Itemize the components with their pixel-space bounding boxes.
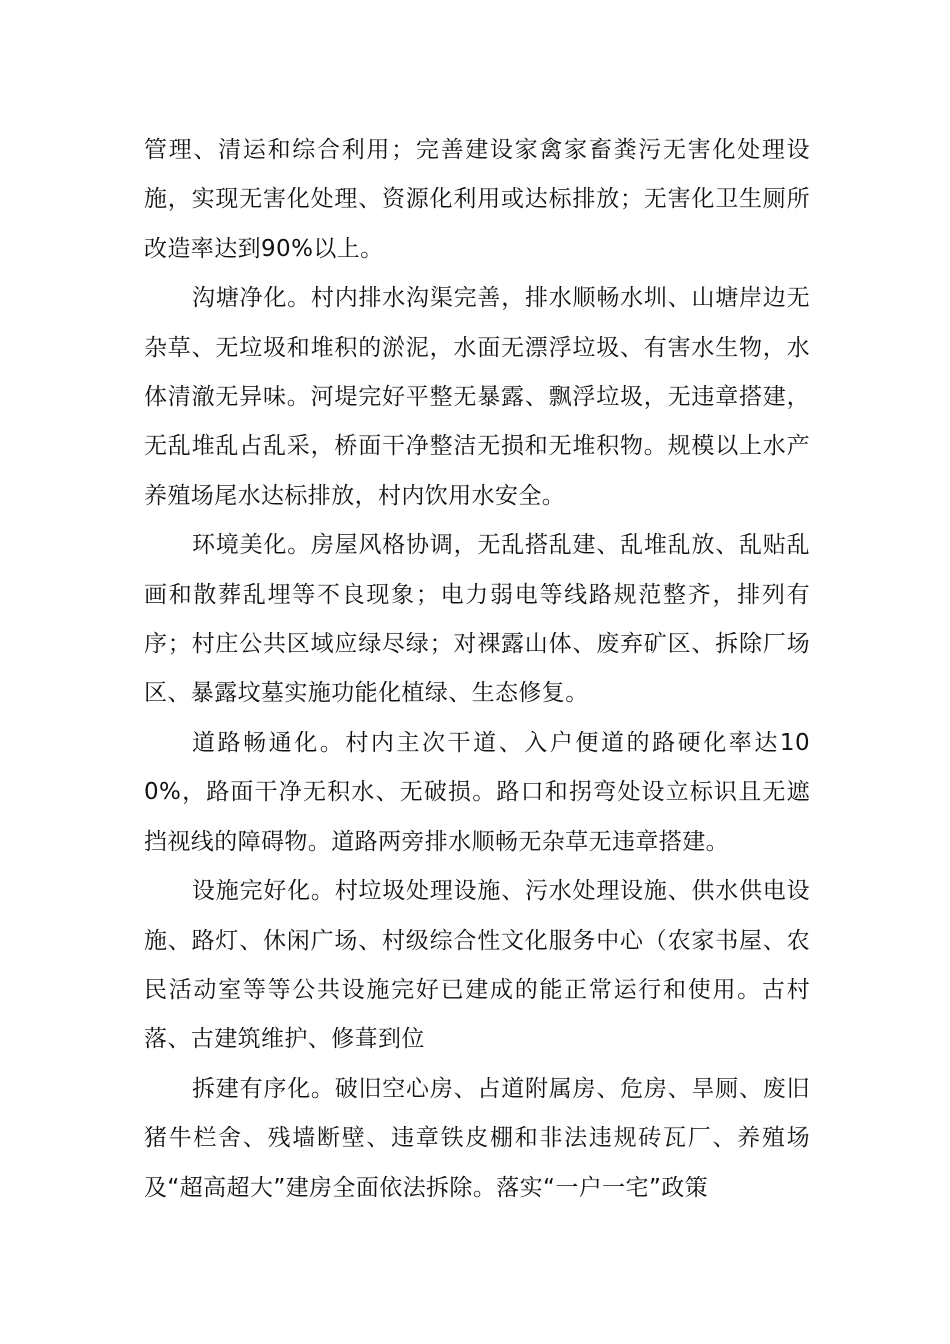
paragraph-environment-beautification: 环境美化。房屋风格协调，无乱搭乱建、乱堆乱放、乱贴乱画和散葬乱埋等不良现象；电力弱电等线路规范整齐，排列有序；村庄公共区域应绿尽绿；对裸露山体、废弃矿区、拆除厂场区、暴露坟墓实施功能化植绿、生态修复。 (144, 532, 810, 707)
paragraph-orderly-demolition: 拆建有序化。破旧空心房、占道附属房、危房、旱厕、废旧猪牛栏舍、残墙断壁、违章铁皮棚和非法违规砖瓦厂、养殖场及“超高超大”建房全面依法拆除。落实“一户一宅”政策 (144, 1075, 810, 1201)
paragraph-facilities-intact: 设施完好化。村垃圾处理设施、污水处理设施、供水供电设施、路灯、休闲广场、村级综合性文化服务中心（农家书屋、农民活动室等等公共设施完好已建成的能正常运行和使用。古村落、古建筑维护、修葺到位 (144, 878, 810, 1053)
paragraph-pond-purification: 沟塘净化。村内排水沟渠完善，排水顺畅水圳、山塘岸边无杂草、无垃圾和堆积的淤泥，水面无漂浮垃圾、有害水生物，水体清澈无异味。河堤完好平整无暴露、飘浮垃圾，无违章搭建，无乱堆乱占乱采，桥面干净整洁无损和无堆积物。规模以上水产养殖场尾水达标排放，村内饮用水安全。 (144, 285, 810, 509)
document-body (144, 126, 810, 1213)
paragraph-continuation: 管理、清运和综合利用；完善建设家禽家畜粪污无害化处理设施，实现无害化处理、资源化利用或达标排放；无害化卫生厕所改造率达到90%以上。 (144, 137, 810, 262)
paragraph-road-access: 道路畅通化。村内主次干道、入户便道的路硬化率达100%，路面干净无积水、无破损。路口和拐弯处设立标识且无遮挡视线的障碍物。道路两旁排水顺畅无杂草无违章搭建。 (144, 729, 810, 855)
